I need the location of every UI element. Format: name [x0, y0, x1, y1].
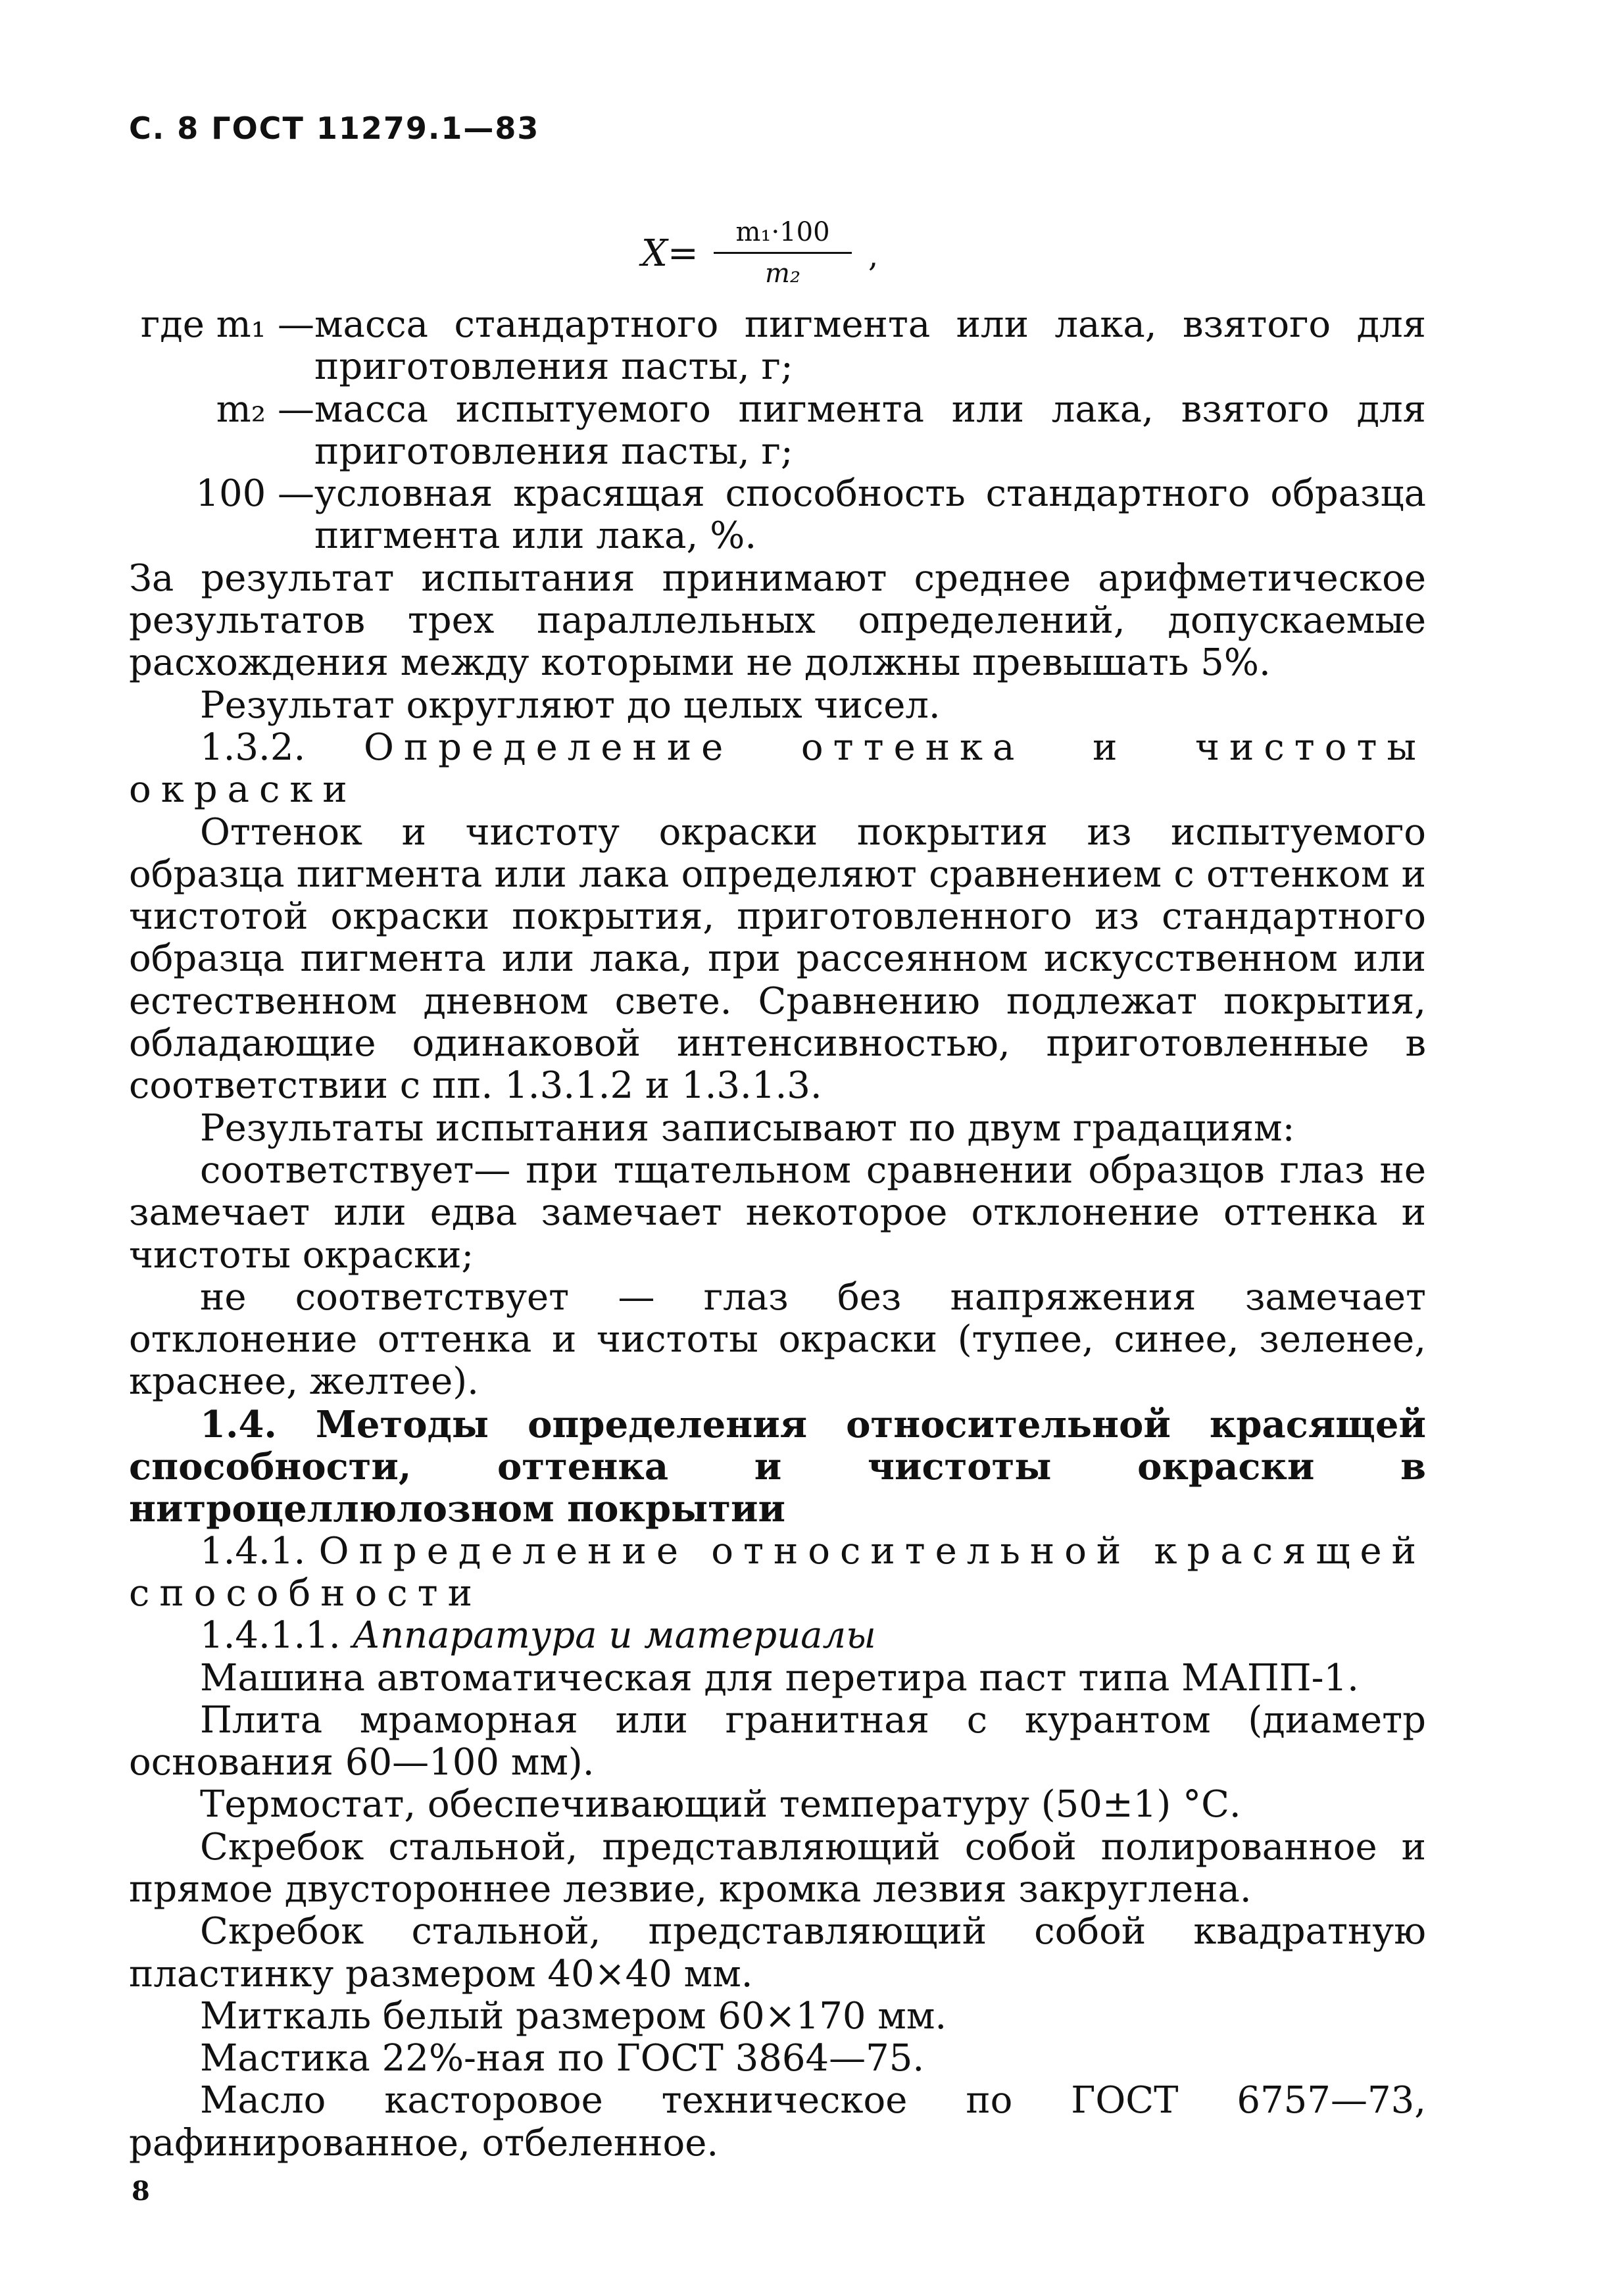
- section-number: 1.3.2.: [200, 725, 306, 769]
- material-item: Миткаль белый размером 60×170 мм.: [200, 1994, 947, 2038]
- definition-symbol: 100 —: [195, 472, 314, 516]
- definition-item: [129, 473, 1426, 558]
- paragraph-rounding: Результат округляют до целых чисел.: [200, 683, 941, 727]
- material-item: Плита мраморная или гранитная с курантом (диаметр основания 60—100 мм).: [129, 1698, 1426, 1784]
- material-item: Мастика 22%-ная по ГОСТ 3864—75.: [200, 2037, 925, 2080]
- paragraph-result: За результат испытания принимают среднее арифметическое результатов трех параллельных определений, допускаемые расхождения между которыми не должны превышать 5%.: [129, 556, 1426, 685]
- paragraph-matches: соответствует— при тщательном сравнении образцов глаз не замечает или едва замечает некоторое отклонение оттенка и чистоты окраски;: [129, 1148, 1426, 1277]
- formula-lhs: X=: [641, 232, 699, 275]
- paragraph-not-matches: не соответствует — глаз без напряжения замечает отклонение оттенка и чистоты окраски (тупее, синее, зеленее, краснее, желтее).: [129, 1275, 1426, 1404]
- formula-denominator: m₂: [765, 258, 800, 289]
- section-1-4-heading: 1.4. Методы определения относительной красящей способности, оттенка и чистоты окраски в нитроцеллюлозном покрытии: [129, 1402, 1426, 1531]
- definition-symbol: m₂ —: [216, 387, 314, 431]
- section-title: Аппаратура и материалы: [352, 1614, 876, 1657]
- section-1-3-2-heading: [129, 727, 1426, 812]
- formula: [641, 214, 918, 299]
- section-1-4-1-1-heading: [129, 1615, 1426, 1657]
- formula-numerator: m₁·100: [735, 217, 830, 247]
- formula-comma: ,: [868, 237, 879, 274]
- material-item: Скребок стальной, представляющий собой полированное и прямое двустороннее лезвие, кромка лезвия закруглена.: [129, 1825, 1426, 1911]
- section-title: Определение оттенка и чистоты окраски: [129, 725, 1426, 812]
- definition-symbol: где m₁ —: [140, 303, 314, 346]
- fraction-bar: [714, 252, 852, 254]
- section-number: 1.4.1.1.: [200, 1614, 341, 1657]
- definition-text: масса испытуемого пигмента или лака, взятого для приготовления пасты, г;: [314, 387, 1426, 473]
- section-1-4-1-heading: [129, 1531, 1426, 1615]
- page-header: С. 8 ГОСТ 11279.1—83: [129, 110, 540, 146]
- paragraph-gradations: Результаты испытания записывают по двум градациям:: [200, 1106, 1295, 1150]
- section-number: 1.4.1.: [200, 1529, 306, 1573]
- page-number: 8: [132, 2176, 150, 2207]
- definition-text: масса стандартного пигмента или лака, взятого для приготовления пасты, г;: [314, 303, 1426, 389]
- material-item: Термостат, обеспечивающий температуру (50±1) °С.: [200, 1783, 1241, 1826]
- definition-item: [129, 304, 1426, 389]
- body-text: [129, 304, 1426, 2165]
- formula-fraction: [714, 214, 852, 291]
- section-title: Определение относительной красящей способности: [129, 1529, 1426, 1615]
- definition-item: [129, 389, 1426, 474]
- definitions-list: [129, 304, 1426, 558]
- definition-text: условная красящая способность стандартного образца пигмента или лака, %.: [314, 472, 1426, 558]
- paragraph-shade-method: Оттенок и чистоту окраски покрытия из испытуемого образца пигмента или лака определяют сравнением с оттенком и чистотой окраски покрытия, приготовленного из стандартного образца пигмента или лака, при рассеянном искусственном или естественном дневном свете. Сравнению подлежат покрытия, обладающие одинаковой интенсивностью, приготовленные в соответствии с пп. 1.3.1.2 и 1.3.1.3.: [129, 810, 1426, 1108]
- material-item: Скребок стальной, представляющий собой квадратную пластинку размером 40×40 мм.: [129, 1910, 1426, 1996]
- material-item: Масло касторовое техническое по ГОСТ 6757—73, рафинированное, отбеленное.: [129, 2079, 1426, 2165]
- material-item: Машина автоматическая для перетира паст типа МАПП-1.: [200, 1656, 1359, 1700]
